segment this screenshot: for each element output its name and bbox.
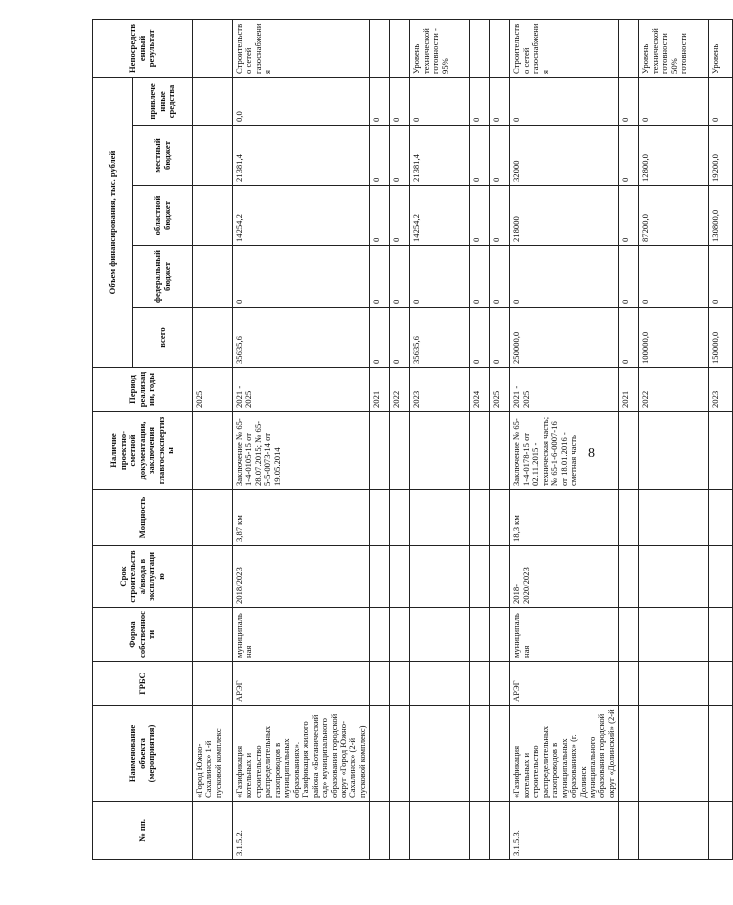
cell-num <box>639 802 709 860</box>
cell-regional: 0 <box>390 186 410 246</box>
cell-federal: 0 <box>410 246 470 308</box>
cell-result: Строительство сетей газоснабжения <box>510 19 619 77</box>
cell-ownership: муниципальная <box>510 608 619 662</box>
table-row <box>410 19 470 859</box>
cell-term <box>370 546 390 608</box>
funding-table <box>92 19 733 860</box>
table-row <box>639 19 709 859</box>
cell-num <box>390 802 410 860</box>
cell-local: 21381,4 <box>410 126 470 186</box>
cell-num <box>370 802 390 860</box>
cell-attracted: 0 <box>510 77 619 125</box>
cell-term: 2018/2023 <box>233 546 370 608</box>
cell-grbs <box>639 662 709 706</box>
cell-federal: 0 <box>490 246 510 308</box>
header-grbs: ГРБС <box>93 662 193 706</box>
cell-period: 2024 <box>470 368 490 412</box>
cell-docs <box>709 412 733 490</box>
cell-name: «Газификация котельных и строительство распределительных газопроводов в муниципальных образованиях» (г. Долинск муниципального образования городской округ «Долинский» (2-й <box>510 706 619 802</box>
cell-ownership: муниципальная <box>233 608 370 662</box>
cell-ownership <box>490 608 510 662</box>
cell-grbs: АРЭГ <box>510 662 619 706</box>
cell-local: 21381,4 <box>233 126 370 186</box>
cell-result <box>390 19 410 77</box>
cell-regional: 87200,0 <box>639 186 709 246</box>
cell-name <box>490 706 510 802</box>
cell-federal: 0 <box>370 246 390 308</box>
cell-result <box>490 19 510 77</box>
cell-regional: 0 <box>490 186 510 246</box>
table-row <box>470 19 490 859</box>
table-row <box>619 19 639 859</box>
cell-num <box>410 802 470 860</box>
cell-term <box>619 546 639 608</box>
cell-period: 2021 <box>370 368 390 412</box>
cell-capacity <box>709 490 733 546</box>
page-number: 8 <box>588 446 595 461</box>
cell-grbs <box>490 662 510 706</box>
cell-docs <box>193 412 233 490</box>
cell-result <box>470 19 490 77</box>
header-period: Период реализации, годы <box>93 368 193 412</box>
cell-num <box>490 802 510 860</box>
cell-regional: 0 <box>370 186 390 246</box>
cell-result: Строительство сетей газоснабжения <box>233 19 370 77</box>
cell-term <box>639 546 709 608</box>
cell-num <box>193 802 233 860</box>
cell-period: 2021 - 2025 <box>510 368 619 412</box>
cell-name <box>410 706 470 802</box>
cell-regional <box>193 186 233 246</box>
cell-docs: Заключение № 65-1-4-0105-15 от 28.07.2015; № 65-5-5-0073-14 от 19.05.2014 <box>233 412 370 490</box>
cell-result <box>619 19 639 77</box>
cell-attracted: 0 <box>390 77 410 125</box>
cell-capacity <box>410 490 470 546</box>
cell-capacity: 3,87 км <box>233 490 370 546</box>
table-row <box>709 19 733 859</box>
header-total: всего <box>133 308 193 368</box>
cell-regional: 0 <box>470 186 490 246</box>
cell-term <box>709 546 733 608</box>
cell-term <box>490 546 510 608</box>
cell-grbs <box>470 662 490 706</box>
cell-result: Уровень технической готовности - 95% <box>410 19 470 77</box>
cell-capacity <box>619 490 639 546</box>
cell-num: 3.1.5.2. <box>233 802 370 860</box>
cell-grbs <box>410 662 470 706</box>
cell-capacity <box>639 490 709 546</box>
header-name: Наименование объекта (мероприятия) <box>93 706 193 802</box>
cell-capacity <box>490 490 510 546</box>
cell-ownership <box>193 608 233 662</box>
cell-period: 2023 <box>410 368 470 412</box>
table-row <box>370 19 390 859</box>
cell-total: 0 <box>370 308 390 368</box>
cell-name <box>470 706 490 802</box>
table-row <box>510 19 619 859</box>
cell-attracted: 0 <box>490 77 510 125</box>
cell-name <box>709 706 733 802</box>
header-local: местный бюджет <box>133 126 193 186</box>
cell-total: 35635,6 <box>410 308 470 368</box>
header-federal: федеральный бюджет <box>133 246 193 308</box>
cell-name: «Город Южно-Сахалинск» 1-й пусковой комплекс <box>193 706 233 802</box>
cell-federal: 0 <box>619 246 639 308</box>
cell-term <box>470 546 490 608</box>
cell-docs <box>370 412 390 490</box>
cell-docs <box>639 412 709 490</box>
cell-name <box>390 706 410 802</box>
cell-attracted: 0,0 <box>233 77 370 125</box>
header-docs: Наличие проектно-сметной документации, заключения главгосэкспертизы <box>93 412 193 490</box>
cell-result: Уровень технической готовности 50% готовности <box>639 19 709 77</box>
cell-federal: 0 <box>233 246 370 308</box>
cell-docs <box>619 412 639 490</box>
header-capacity: Мощность <box>93 490 193 546</box>
cell-ownership <box>470 608 490 662</box>
table-body <box>193 19 733 859</box>
table-row <box>233 19 370 859</box>
cell-ownership <box>619 608 639 662</box>
cell-capacity <box>390 490 410 546</box>
cell-term <box>410 546 470 608</box>
cell-capacity <box>370 490 390 546</box>
cell-local: 19200,0 <box>709 126 733 186</box>
cell-period: 2022 <box>390 368 410 412</box>
cell-total: 100000,0 <box>639 308 709 368</box>
cell-federal: 0 <box>639 246 709 308</box>
cell-attracted: 0 <box>470 77 490 125</box>
cell-federal: 0 <box>510 246 619 308</box>
cell-capacity: 18,3 км <box>510 490 619 546</box>
cell-period: 2023 <box>709 368 733 412</box>
cell-local <box>193 126 233 186</box>
cell-grbs <box>370 662 390 706</box>
cell-ownership <box>410 608 470 662</box>
cell-name <box>639 706 709 802</box>
cell-attracted <box>193 77 233 125</box>
cell-attracted: 0 <box>709 77 733 125</box>
table-row <box>490 19 510 859</box>
table-row <box>193 19 233 859</box>
cell-total <box>193 308 233 368</box>
cell-capacity <box>193 490 233 546</box>
cell-regional: 0 <box>619 186 639 246</box>
cell-total: 150000,0 <box>709 308 733 368</box>
cell-capacity <box>470 490 490 546</box>
cell-total: 250000,0 <box>510 308 619 368</box>
cell-num <box>619 802 639 860</box>
cell-num <box>470 802 490 860</box>
cell-local: 32000 <box>510 126 619 186</box>
cell-grbs <box>193 662 233 706</box>
cell-ownership <box>709 608 733 662</box>
cell-federal <box>193 246 233 308</box>
cell-docs <box>410 412 470 490</box>
cell-result <box>370 19 390 77</box>
cell-docs <box>470 412 490 490</box>
cell-grbs <box>390 662 410 706</box>
cell-term <box>193 546 233 608</box>
cell-local: 12800,0 <box>639 126 709 186</box>
cell-attracted: 0 <box>410 77 470 125</box>
cell-attracted: 0 <box>370 77 390 125</box>
cell-period: 2025 <box>193 368 233 412</box>
cell-num: 3.1.5.3. <box>510 802 619 860</box>
cell-term <box>390 546 410 608</box>
cell-local: 0 <box>390 126 410 186</box>
rotated-table-sheet <box>92 23 721 860</box>
header-attracted: привлеченные средства <box>133 77 193 125</box>
cell-attracted: 0 <box>619 77 639 125</box>
cell-name <box>619 706 639 802</box>
header-ownership: Форма собственности <box>93 608 193 662</box>
header-regional: областной бюджет <box>133 186 193 246</box>
cell-result <box>193 19 233 77</box>
cell-local: 0 <box>470 126 490 186</box>
cell-total: 35635,6 <box>233 308 370 368</box>
cell-grbs: АРЭГ <box>233 662 370 706</box>
cell-period: 2022 <box>639 368 709 412</box>
cell-regional: 218000 <box>510 186 619 246</box>
cell-total: 0 <box>490 308 510 368</box>
cell-total: 0 <box>470 308 490 368</box>
cell-num <box>709 802 733 860</box>
cell-grbs <box>619 662 639 706</box>
cell-local: 0 <box>619 126 639 186</box>
cell-period: 2021 <box>619 368 639 412</box>
cell-period: 2021 - 2025 <box>233 368 370 412</box>
cell-regional: 14254,2 <box>233 186 370 246</box>
cell-federal: 0 <box>470 246 490 308</box>
header-funding: Объем финансирования, тыс. рублей <box>93 77 133 367</box>
cell-total: 0 <box>390 308 410 368</box>
cell-local: 0 <box>490 126 510 186</box>
header-num: № пп. <box>93 802 193 860</box>
cell-federal: 0 <box>390 246 410 308</box>
cell-name: «Газификация котельных и строительство распределительных газопроводов в муниципальных образованиях». Газификация жилого района «Ботанический сад» муниципального образования городской округ «Город Южно-Сахалинск» (2-й пусковой комплекс) <box>233 706 370 802</box>
cell-ownership <box>390 608 410 662</box>
cell-ownership <box>370 608 390 662</box>
cell-attracted: 0 <box>639 77 709 125</box>
cell-regional: 130800,0 <box>709 186 733 246</box>
cell-docs <box>390 412 410 490</box>
cell-ownership <box>639 608 709 662</box>
cell-total: 0 <box>619 308 639 368</box>
cell-term: 2018-2020/2023 <box>510 546 619 608</box>
cell-local: 0 <box>370 126 390 186</box>
header-result: Непосредственный результат <box>93 19 193 77</box>
cell-federal: 0 <box>709 246 733 308</box>
cell-result: Уровень <box>709 19 733 77</box>
table-row <box>390 19 410 859</box>
cell-docs: Заключение № 65-1-4-0178-15 от 02.11.2015 - техническая часть; № 65-1-6-0007-16 от 18.01.2016 - сметная часть <box>510 412 619 490</box>
cell-period: 2025 <box>490 368 510 412</box>
cell-grbs <box>709 662 733 706</box>
header-term: Срок строительства/ввода в эксплуатацию <box>93 546 193 608</box>
cell-docs <box>490 412 510 490</box>
cell-regional: 14254,2 <box>410 186 470 246</box>
cell-name <box>370 706 390 802</box>
